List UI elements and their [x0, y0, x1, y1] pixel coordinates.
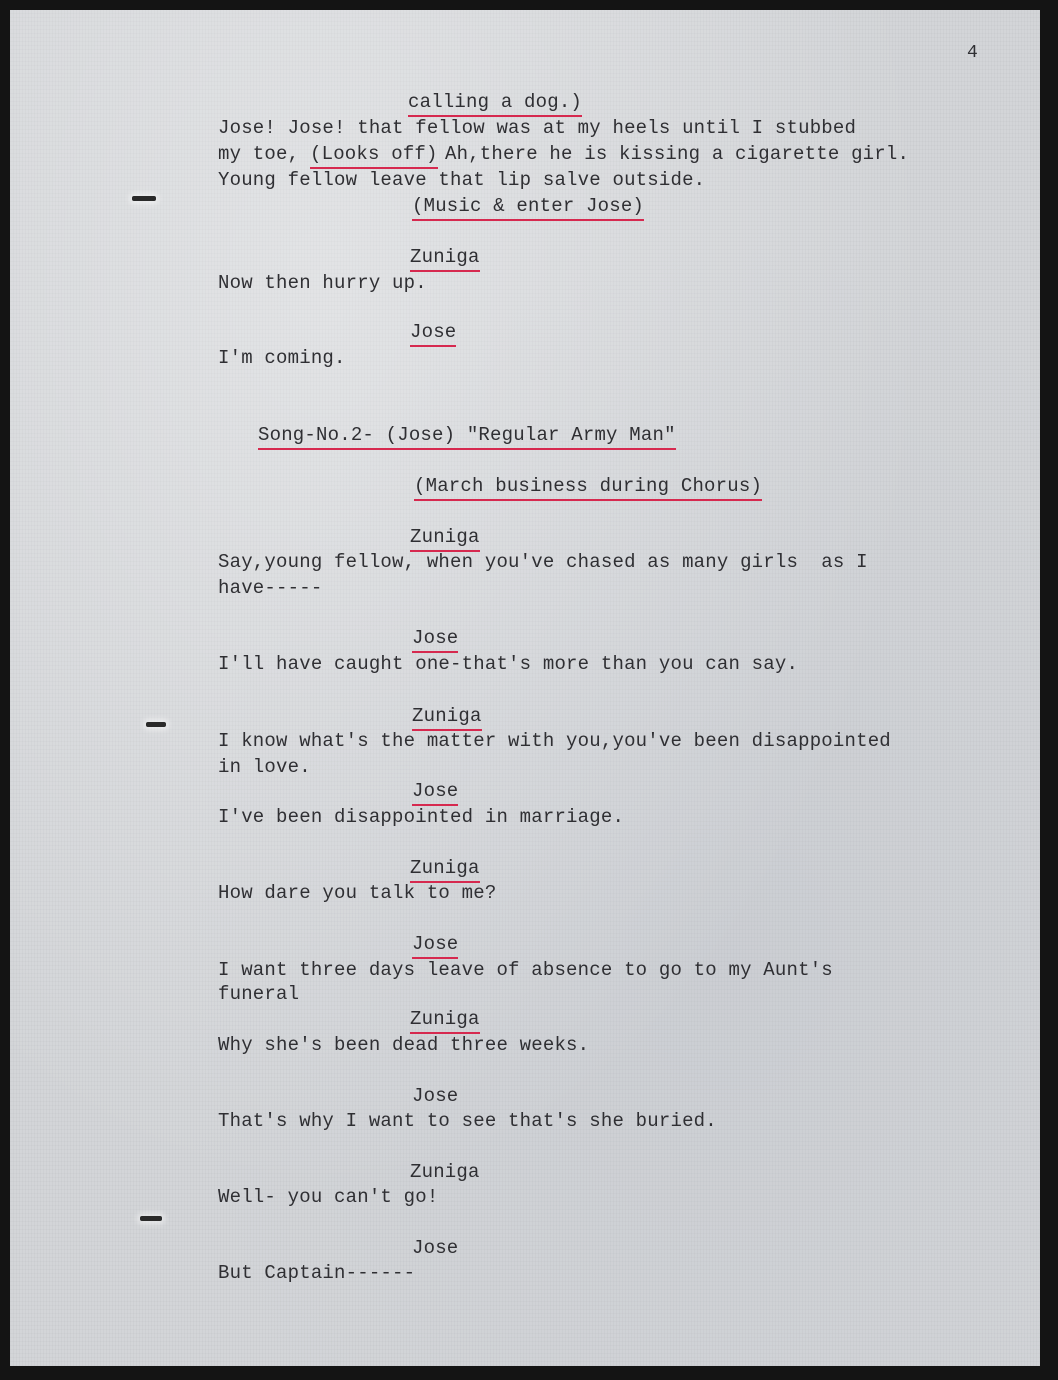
- dialogue-line: I want three days leave of absence to go to my Aunt's: [218, 959, 833, 981]
- speaker-name: Zuniga: [412, 705, 482, 731]
- dialogue-line: Why she's been dead three weeks.: [218, 1034, 590, 1056]
- speaker-name: Jose: [412, 1085, 459, 1107]
- punch-hole-mark: [132, 196, 156, 201]
- speaker-name: Jose: [412, 933, 458, 959]
- speaker-name: Jose: [410, 321, 456, 347]
- dialogue-line: That's why I want to see that's she buried.: [218, 1110, 717, 1132]
- speaker-name: Zuniga: [410, 526, 480, 552]
- dialogue-line: But Captain------: [218, 1262, 416, 1284]
- dialogue-line: funeral: [218, 983, 300, 1005]
- speaker-name: Jose: [412, 627, 458, 653]
- typescript-page: [10, 10, 1040, 1366]
- stage-direction: (March business during Chorus): [414, 475, 762, 501]
- speaker-name: Jose: [412, 1237, 459, 1259]
- speaker-name: Zuniga: [410, 857, 480, 883]
- dialogue-line: Say,young fellow, when you've chased as many girls as I: [218, 551, 868, 573]
- dialogue-line: I've been disappointed in marriage.: [218, 806, 625, 828]
- stage-direction: calling a dog.): [408, 91, 582, 117]
- punch-hole-mark: [140, 1216, 162, 1221]
- page-number: 4: [967, 43, 979, 63]
- speaker-name: Zuniga: [410, 246, 480, 272]
- dialogue-line: Jose! Jose! that fellow was at my heels until I stubbed: [218, 117, 857, 139]
- speaker-name: Zuniga: [410, 1161, 480, 1183]
- dialogue-line: How dare you talk to me?: [218, 882, 497, 904]
- dialogue-line: I'll have caught one-that's more than you can say.: [218, 653, 799, 675]
- speaker-name: Zuniga: [410, 1008, 480, 1034]
- dialogue-line: have-----: [218, 577, 323, 599]
- punch-hole-mark: [146, 722, 166, 727]
- dialogue-line: Now then hurry up.: [218, 272, 427, 294]
- dialogue-line: Ah,there he is kissing a cigarette girl.: [445, 143, 910, 165]
- dialogue-line: I'm coming.: [218, 347, 346, 369]
- speaker-name: Jose: [412, 780, 458, 806]
- stage-direction: (Music & enter Jose): [412, 195, 644, 221]
- dialogue-line: Well- you can't go!: [218, 1186, 439, 1208]
- dialogue-line: my toe,: [218, 143, 300, 165]
- dialogue-line: Young fellow leave that lip salve outside.: [218, 169, 706, 191]
- stage-direction: (Looks off): [310, 143, 438, 169]
- dialogue-line: in love.: [218, 756, 311, 778]
- song-heading: Song-No.2- (Jose) "Regular Army Man": [258, 424, 676, 450]
- dialogue-line: I know what's the matter with you,you've been disappointed: [218, 730, 891, 752]
